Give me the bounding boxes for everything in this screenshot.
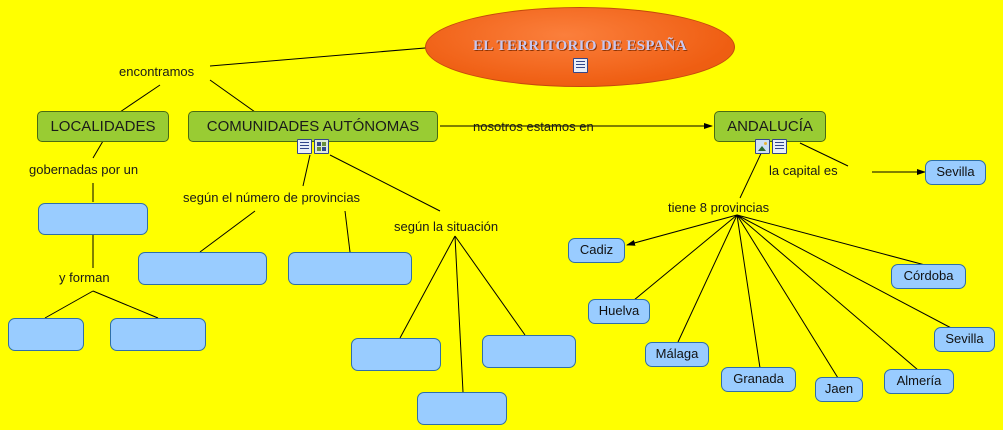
link-label-gobernadas-por-un: gobernadas por un [29,162,139,177]
node-sevilla-capital-label: Sevilla [936,164,975,180]
node-huelva[interactable] [588,299,650,324]
link-label-y-forman: y forman [59,270,110,285]
node-empty-5[interactable] [288,252,412,285]
node-cadiz-label: Cadiz [579,242,614,258]
node-empty-6[interactable] [351,338,441,371]
root-icons [573,58,588,73]
node-andalucia-label: ANDALUCÍA [727,117,813,135]
node-cordoba[interactable] [891,264,966,289]
link-label-tiene-8-provincias: tiene 8 provincias [668,200,770,215]
andalucia-icons [755,139,787,154]
node-sevilla-provincia-label: Sevilla [945,331,984,347]
map-icon[interactable] [314,139,329,154]
note-icon[interactable] [772,139,787,154]
node-empty-8[interactable] [417,392,507,425]
node-empty-4[interactable] [138,252,267,285]
node-almeria[interactable] [884,369,954,394]
node-almeria-label: Almería [896,373,942,389]
node-root-label: EL TERRITORIO DE ESPAÑA [472,38,688,55]
link-label-nosotros-estamos-en: nosotros estamos en [473,119,594,134]
link-label-encontramos: encontramos [119,64,195,79]
node-granada[interactable] [721,367,796,392]
node-comunidades-label: COMUNIDADES AUTÓNOMAS [206,117,420,135]
node-andalucia[interactable] [714,111,826,142]
node-empty-7[interactable] [482,335,576,368]
node-granada-label: Granada [733,371,784,387]
node-empty-1[interactable] [38,203,148,235]
node-jaen-label: Jaen [824,381,854,397]
node-root[interactable] [425,7,735,87]
node-comunidades-autonomas[interactable] [188,111,438,142]
node-cordoba-label: Córdoba [903,268,954,284]
node-jaen[interactable] [815,377,863,402]
node-localidades[interactable] [37,111,169,142]
link-label-segun-el-numero-de-provincias: según el número de provincias [183,190,361,205]
node-malaga-label: Málaga [655,346,699,362]
node-empty-3[interactable] [110,318,206,351]
node-huelva-label: Huelva [598,303,640,319]
photo-icon[interactable] [755,139,770,154]
comunidades-icons [297,139,329,154]
node-sevilla-provincia[interactable] [934,327,995,352]
node-cadiz[interactable] [568,238,625,263]
note-icon[interactable] [573,58,588,73]
node-empty-2[interactable] [8,318,84,351]
node-sevilla-capital[interactable] [925,160,986,185]
node-localidades-label: LOCALIDADES [50,117,156,135]
link-label-segun-la-situacion: según la situación [394,219,499,234]
node-malaga[interactable] [645,342,709,367]
link-label-la-capital-es: la capital es [769,163,838,178]
note-icon[interactable] [297,139,312,154]
